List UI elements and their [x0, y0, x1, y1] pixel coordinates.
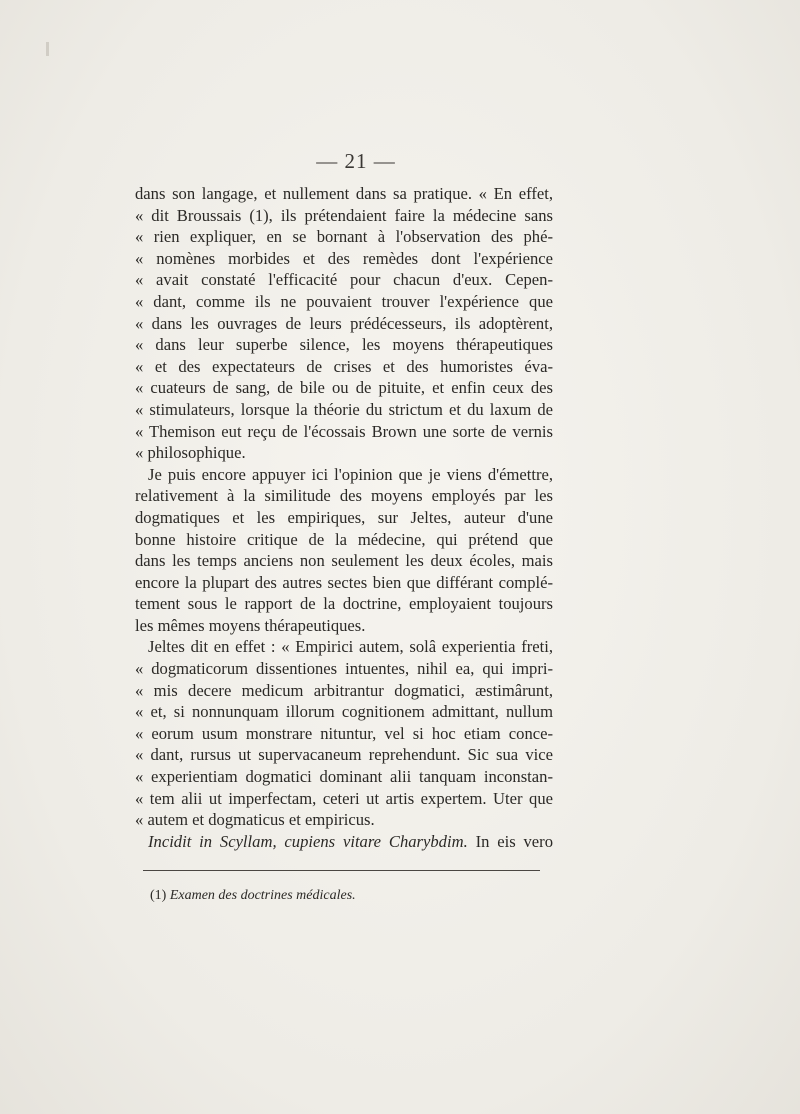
- page-number: — 21 —: [316, 149, 396, 173]
- text-line: « experientiam dogmatici dominant alii tanquam inconstan-: [135, 767, 553, 787]
- text-line: « et, si nonnunquam illorum cognitionem admittant, nullum: [135, 702, 553, 722]
- roman-continuation: In eis vero: [467, 831, 553, 851]
- text-line: « nomènes morbides et des remèdes dont l'expérience: [135, 248, 553, 268]
- text-line: bonne histoire critique de la médecine, qui prétend que: [135, 529, 553, 549]
- text-line: « tem alii ut imperfectam, ceteri ut artis expertem. Uter que: [135, 788, 553, 808]
- text-line: « avait constaté l'efficacité pour chacun d'eux. Cepen-: [135, 270, 553, 290]
- text-line: « philosophique.: [135, 443, 246, 463]
- text-line: « dant, rursus ut supervacaneum reprehendunt. Sic sua vice: [135, 745, 553, 765]
- text-line: tement sous le rapport de la doctrine, employaient toujours: [135, 594, 553, 614]
- text-line: dogmatiques et les empiriques, sur Jeltes, auteur d'une: [135, 507, 553, 527]
- text-line-italic: [135, 831, 553, 853]
- text-line: « dit Broussais (1), ils prétendaient faire la médecine sans: [135, 205, 553, 225]
- text-line: « rien expliquer, en se bornant à l'observation des phé-: [135, 227, 553, 247]
- text-line: « Themison eut reçu de l'écossais Brown une sorte de vernis: [135, 421, 553, 441]
- text-line: « dant, comme ils ne pouvaient trouver l'expérience que: [135, 291, 553, 311]
- text-line: « eorum usum monstrare nituntur, vel si hoc etiam conce-: [135, 723, 553, 743]
- text-line: dans son langage, et nullement dans sa pratique. « En effet,: [135, 184, 553, 203]
- text-line: relativement à la similitude des moyens employés par les: [135, 486, 553, 506]
- text-line: les mêmes moyens thérapeutiques.: [135, 615, 366, 635]
- text-line: dans les temps anciens non seulement les deux écoles, mais: [135, 551, 553, 571]
- footnote-marker: (1): [150, 888, 167, 903]
- text-line: « et des expectateurs de crises et des humoristes éva-: [135, 356, 553, 376]
- text-line: « mis decere medicum arbitrantur dogmatici, æstimârunt,: [135, 680, 553, 700]
- footnote-title: Examen des doctrines médicales.: [169, 888, 356, 903]
- text-line: « cuateurs de sang, de bile ou de pituite, et enfin ceux des: [135, 378, 553, 398]
- text-line: « dans leur superbe silence, les moyens thérapeutiques: [135, 335, 553, 355]
- text-line: Je puis encore appuyer ici l'opinion que je viens d'émettre,: [148, 464, 553, 484]
- text-line: Jeltes dit en effet : « Empirici autem, solâ experientia freti,: [148, 637, 553, 657]
- text-line: « stimulateurs, lorsque la théorie du strictum et du laxum de: [135, 399, 553, 419]
- paper-blemish: [46, 42, 49, 56]
- text-line: encore la plupart des autres sectes bien que différant complé-: [135, 572, 553, 592]
- footnote: [150, 888, 356, 904]
- text-line: « dans les ouvrages de leurs prédécesseurs, ils adoptèrent,: [135, 313, 553, 333]
- footnote-rule: [143, 870, 540, 871]
- italic-quote: Incidit in Scyllam, cupiens vitare Charybdim.: [148, 831, 468, 851]
- text-line: « dogmaticorum dissentiones intuentes, nihil ea, qui impri-: [135, 659, 553, 679]
- body-text: [135, 183, 553, 852]
- text-line: « autem et dogmaticus et empiricus.: [135, 810, 375, 830]
